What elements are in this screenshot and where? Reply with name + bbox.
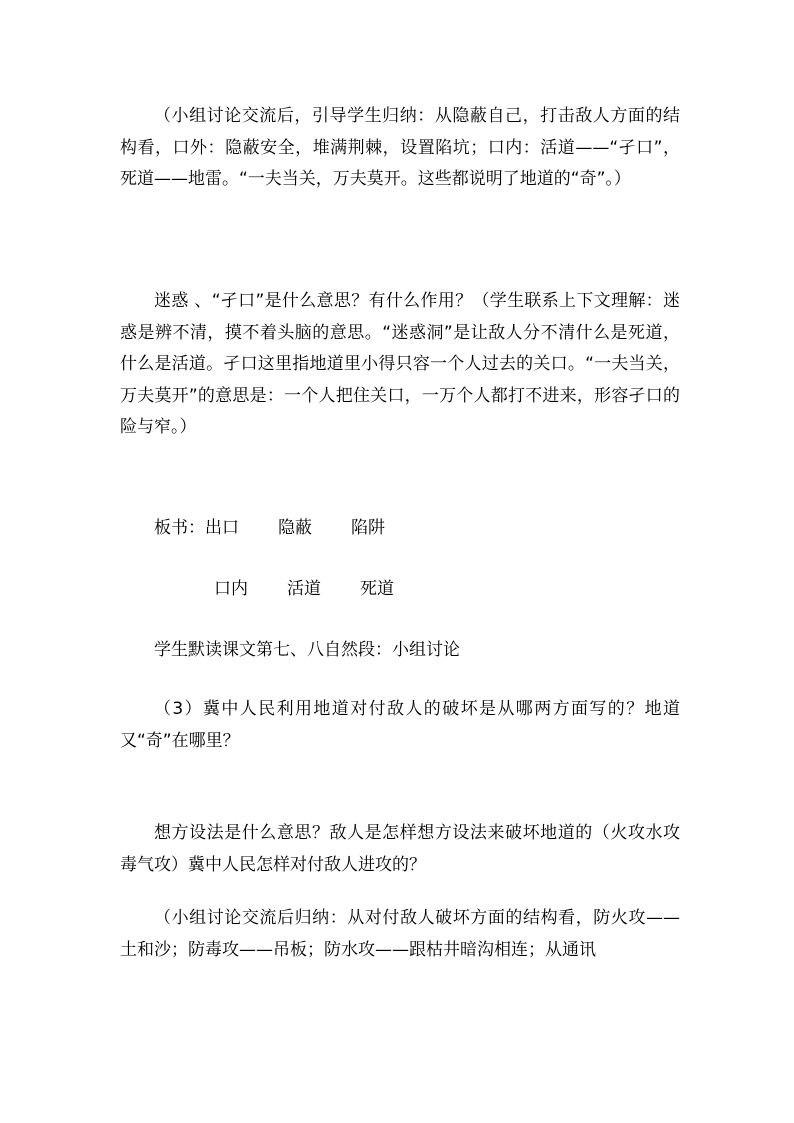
board-cell: 隐蔽 bbox=[278, 518, 312, 538]
paragraph-defense-summary: （小组讨论交流后归纳：从对付敌人破坏方面的结构看，防火攻——土和沙；防毒攻——吊板；防水攻——跟枯井暗沟相连；从通讯 bbox=[120, 908, 680, 960]
board-label: 板书： bbox=[154, 518, 205, 538]
board-row-2 bbox=[120, 574, 680, 606]
board-row-1 bbox=[120, 513, 680, 545]
board-cell: 口内 bbox=[214, 579, 248, 599]
paragraph-enemy-tactics: 想方设法是什么意思？敌人是怎样想方设法来破坏地道的（火攻水攻 毒气攻）冀中人民怎样对付敌人进攻的？ bbox=[120, 823, 680, 875]
board-cell: 死道 bbox=[360, 579, 394, 599]
paragraph-reading-task: 学生默读课文第七、八自然段：小组讨论 bbox=[154, 640, 460, 660]
board-cell: 活道 bbox=[287, 579, 321, 599]
paragraph-meaning-explanation: 迷惑 、“孑口”是什么意思？有什么作用？（学生联系上下文理解：迷惑是辨不清，摸不着头脑的意思。“迷惑洞”是让敌人分不清什么是死道，什么是活道。孑口这里指地道里小得只容一个人过去的关口。“一夫当关，万夫莫开”的意思是：一个人把住关口，一万个人都打不进来，形容孑口的险与窄。） bbox=[120, 291, 680, 437]
board-cell: 出口 bbox=[205, 518, 239, 538]
paragraph-summary-structure: （小组讨论交流后，引导学生归纳：从隐蔽自己，打击敌人方面的结构看，口外：隐蔽安全，堆满荆棘，设置陷坑；口内：活道——“孑口”，死道——地雷。“一夫当关，万夫莫开。这些都说明了地道的“奇”。） bbox=[120, 106, 680, 189]
board-cell: 陷阱 bbox=[351, 518, 385, 538]
paragraph-question-3: （3）冀中人民利用地道对付敌人的破坏是从哪两方面写的？地道又“奇”在哪里？ bbox=[120, 699, 680, 751]
